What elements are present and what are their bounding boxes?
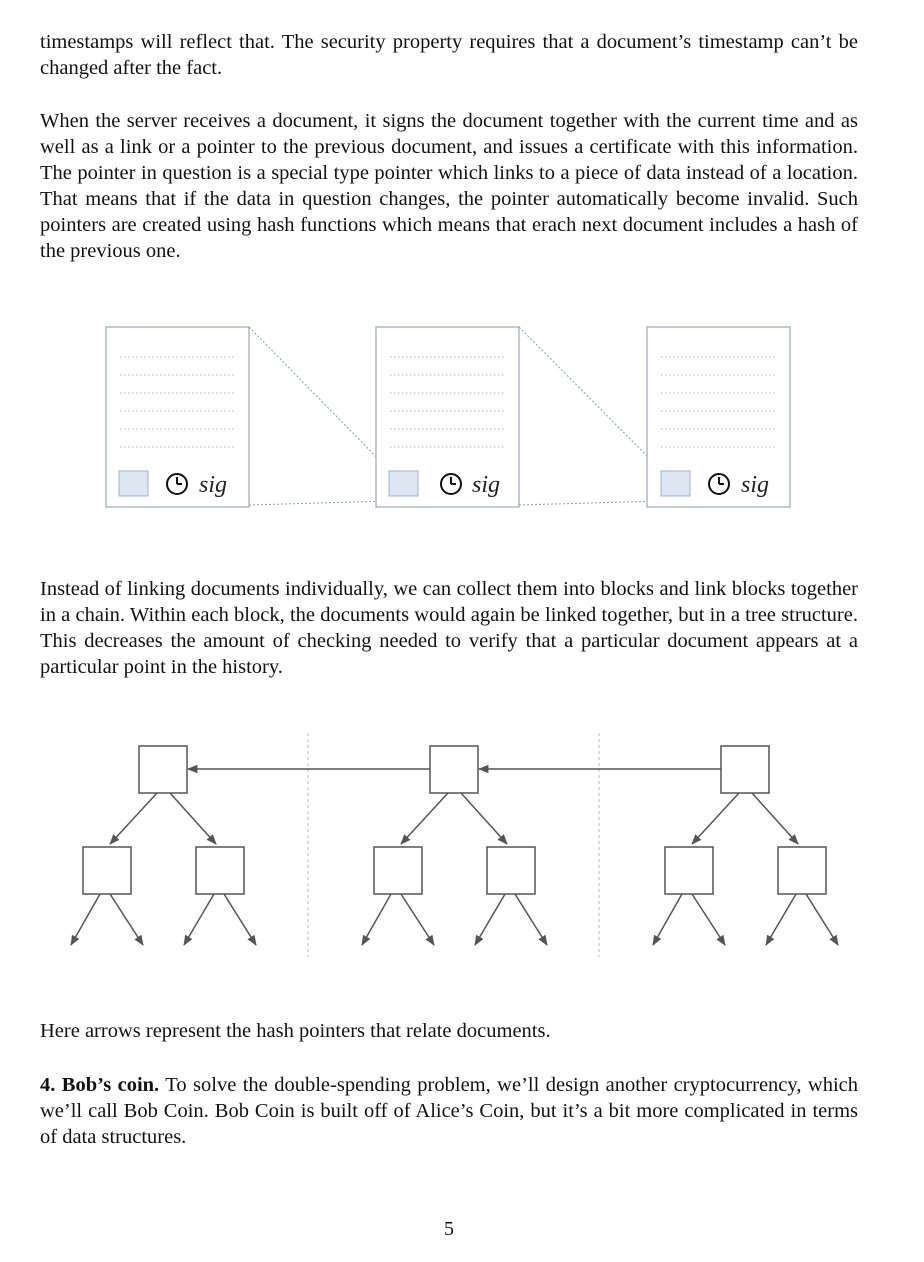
root-node bbox=[721, 746, 769, 793]
block-tree bbox=[362, 746, 547, 945]
section-heading: 4. Bob’s coin. bbox=[40, 1074, 160, 1096]
block-tree bbox=[653, 746, 838, 945]
hash-link-line bbox=[249, 327, 389, 470]
hash-link-line bbox=[249, 501, 389, 505]
linked-documents-figure bbox=[0, 310, 924, 520]
root-node bbox=[139, 746, 187, 793]
page-number: 5 bbox=[444, 1218, 454, 1240]
leaf-node bbox=[665, 847, 713, 894]
paragraph-bobs-coin bbox=[40, 1072, 858, 1150]
leaf-node bbox=[374, 847, 422, 894]
document-card bbox=[106, 327, 249, 507]
signature-label: sig bbox=[199, 472, 228, 498]
leaf-node bbox=[196, 847, 244, 894]
block-tree bbox=[71, 746, 256, 945]
hash-box bbox=[389, 471, 418, 496]
hash-box bbox=[119, 471, 148, 496]
leaf-node bbox=[487, 847, 535, 894]
signature-label: sig bbox=[472, 472, 501, 498]
paragraph-arrows-caption: Here arrows represent the hash pointers that relate documents. bbox=[40, 1020, 551, 1042]
hash-link-line bbox=[519, 327, 661, 470]
paragraph-blocks-chain: Instead of linking documents individually, we can collect them into blocks and link blocks together in a chain. Within each block, the documents would again be linked together, but in a tree structure. This decreases the amount of checking needed to verify that a particular document appears at a particular point in the history. bbox=[40, 578, 858, 678]
document-card bbox=[647, 327, 790, 507]
leaf-node bbox=[83, 847, 131, 894]
signature-label: sig bbox=[741, 472, 770, 498]
hash-box bbox=[661, 471, 690, 496]
root-node bbox=[430, 746, 478, 793]
paragraph-timestamps: timestamps will reflect that. The security property requires that a document’s timestamp can’t be changed after the fact. bbox=[40, 31, 858, 79]
leaf-node bbox=[778, 847, 826, 894]
document-card bbox=[376, 327, 519, 507]
section-body: To solve the double-spending problem, we’ll design another cryptocurrency, which we’ll call Bob Coin. Bob Coin is built off of Alice’s Coin, but it’s a bit more complicated in terms of data structures. bbox=[40, 1074, 858, 1148]
block-tree-chain-figure bbox=[0, 725, 924, 965]
paragraph-server-signs: When the server receives a document, it signs the document together with the current time and as well as a link or a pointer to the previous document, and issues a certificate with this information. The pointer in question is a special type pointer which links to a piece of data instead of a location. That means that if the data in question changes, the pointer automatically become invalid. Such pointers are created using hash functions which means that erach next document includes a hash of the previous one. bbox=[40, 110, 858, 262]
hash-link-line bbox=[519, 501, 661, 505]
